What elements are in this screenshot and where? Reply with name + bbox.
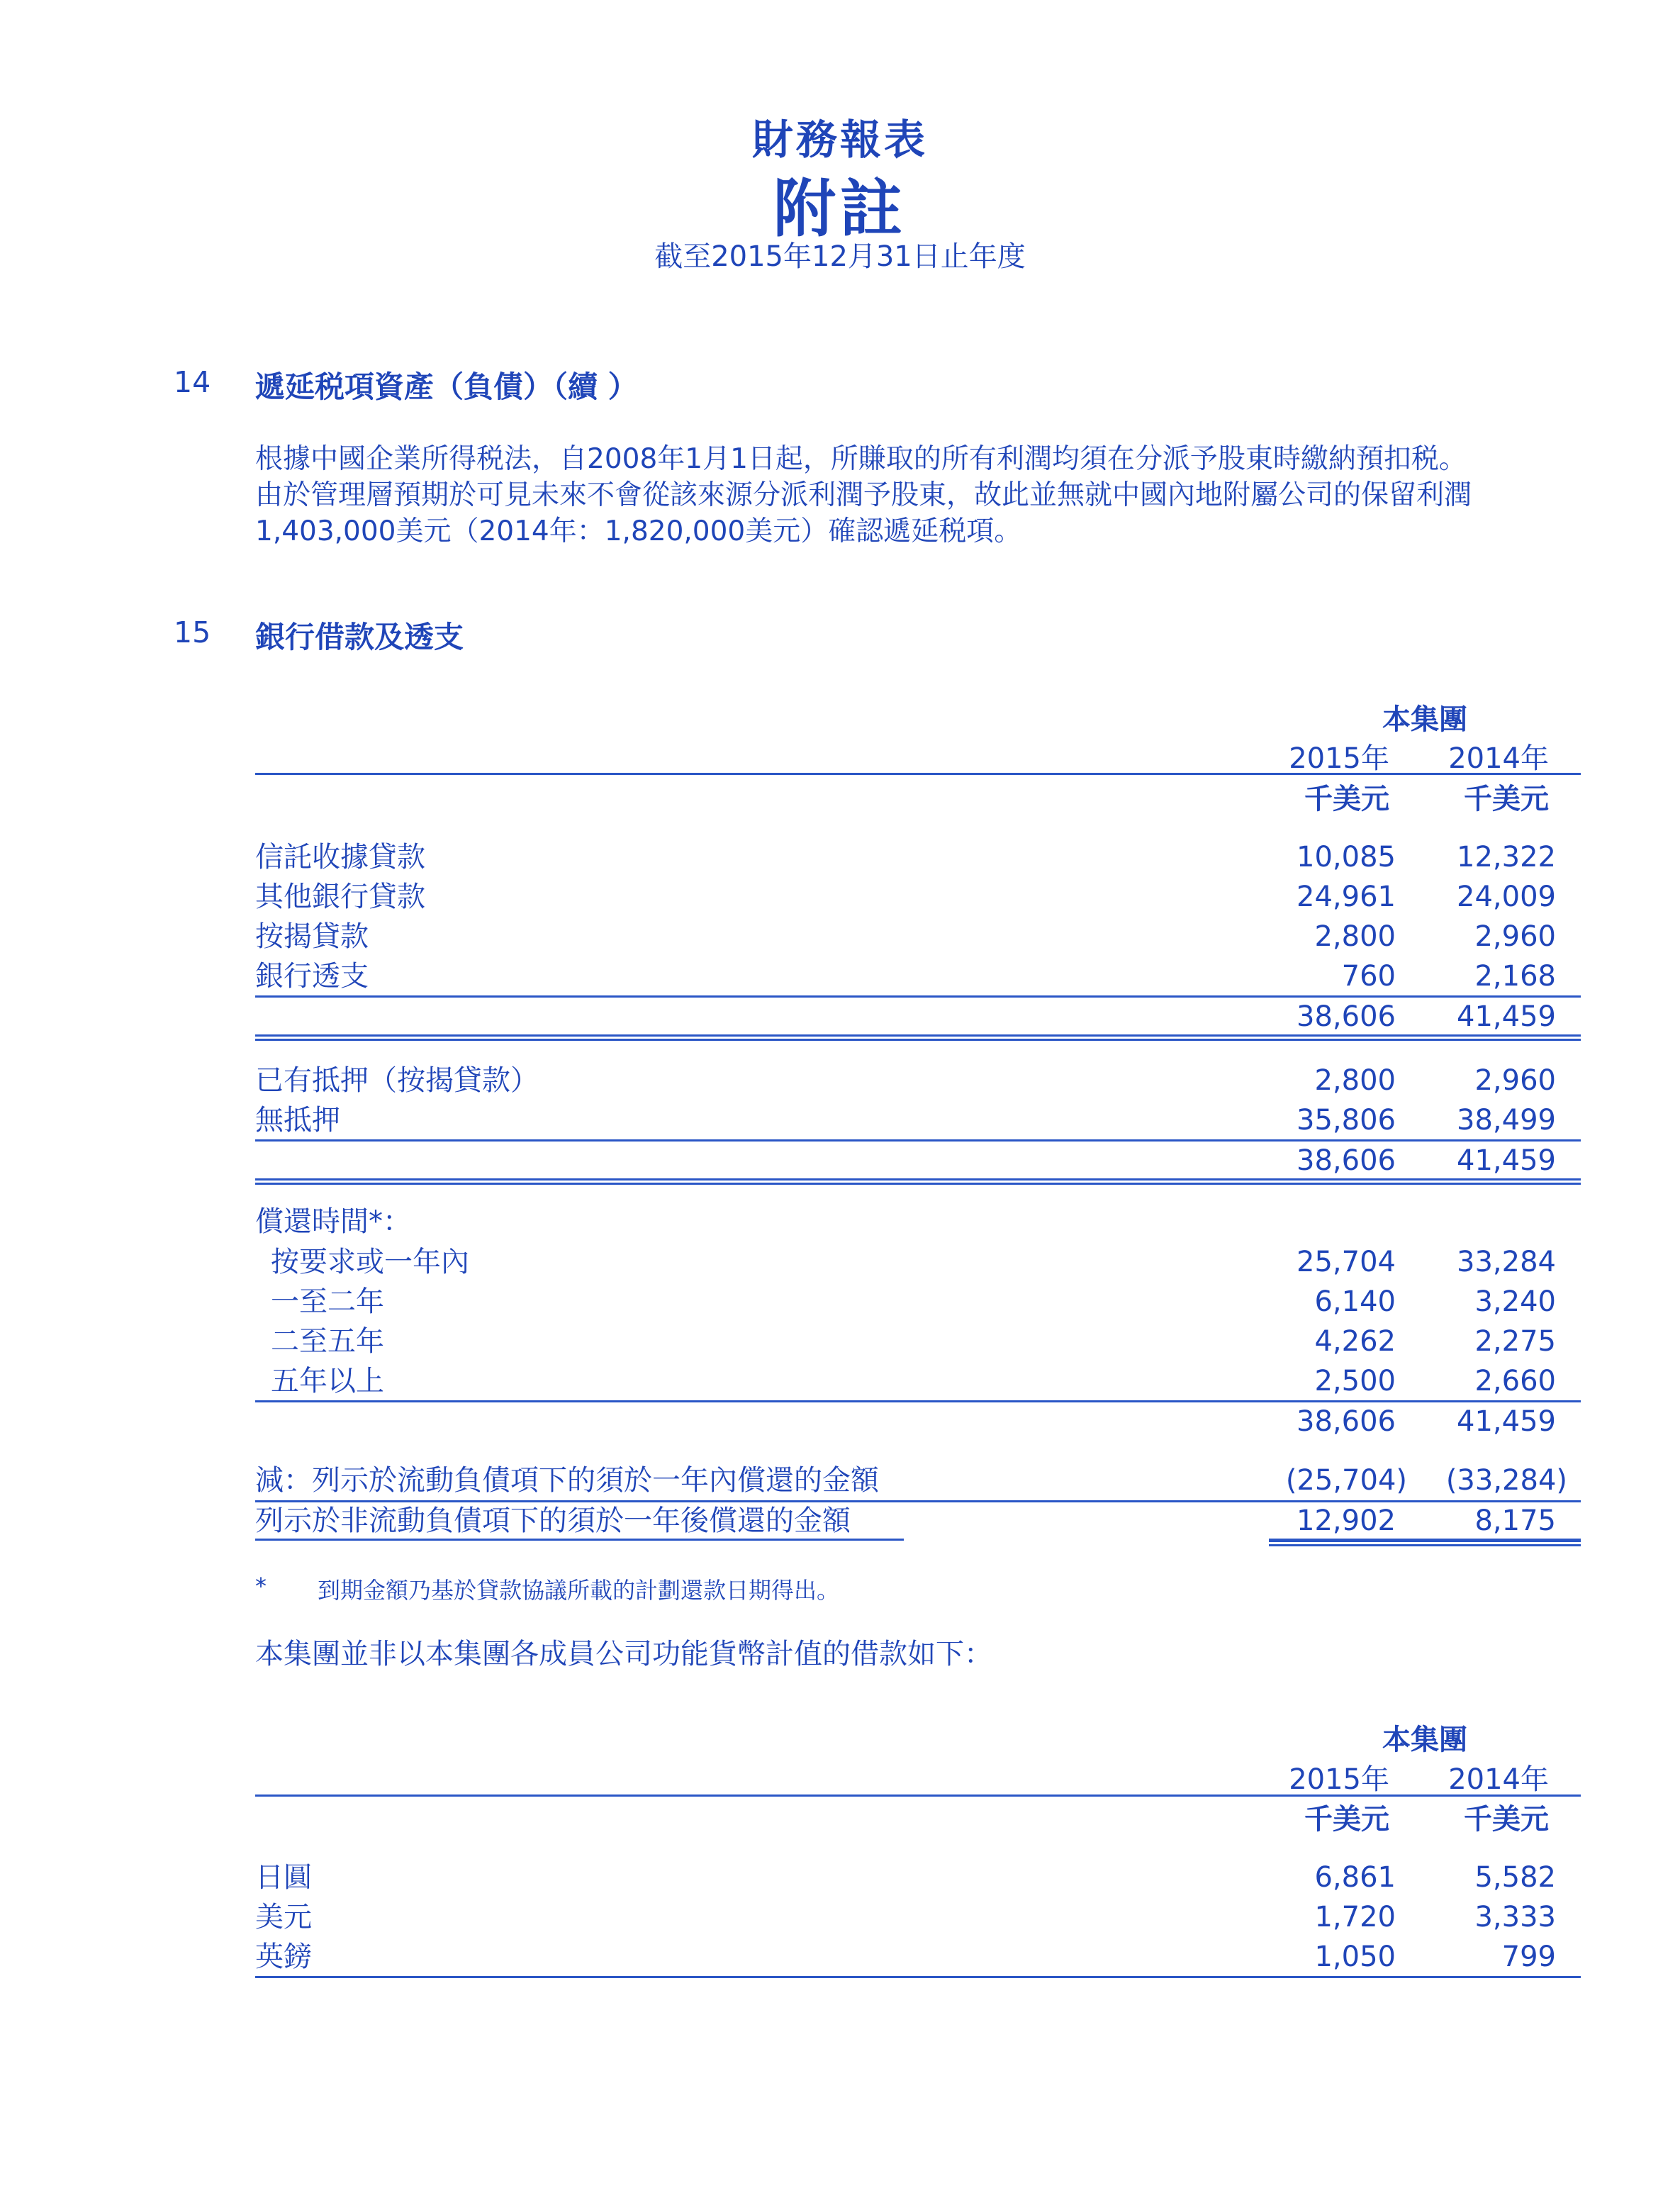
value-2014: 2,168 <box>1474 960 1556 993</box>
footnote-mark: * <box>255 1573 267 1600</box>
value-2014: 38,499 <box>1457 1104 1556 1137</box>
report-subtitle: 附註 <box>773 172 907 245</box>
table-row <box>255 1282 1588 1322</box>
value-2014: (33,284) <box>1445 1464 1567 1497</box>
value-2015: 760 <box>1341 960 1396 993</box>
table-row <box>255 837 1588 877</box>
table2-unit-2015: 千美元 <box>1304 1803 1389 1836</box>
value-2014: 2,960 <box>1474 1064 1556 1097</box>
value-2015: 2,800 <box>1314 920 1396 953</box>
row-label: 銀行透支 <box>255 960 369 993</box>
table-total-row <box>255 997 1588 1037</box>
footnote-text: 到期金額乃基於貸款協議所載的計劃還款日期得出。 <box>318 1577 840 1604</box>
row-label: 減：列示於流動負債項下的須於一年內償還的金額 <box>255 1464 879 1497</box>
total-2014: 41,459 <box>1457 1405 1556 1438</box>
value-2014: 12,322 <box>1457 841 1556 873</box>
row-label: 日圓 <box>255 1861 312 1894</box>
table1-header-rule <box>255 773 1581 775</box>
table-row <box>255 1100 1588 1140</box>
value-2014: 799 <box>1501 1941 1556 1973</box>
value-2015: 1,050 <box>1314 1941 1396 1973</box>
currency-intro: 本集團並非以本集團各成員公司功能貨幣計值的借款如下： <box>255 1638 992 1670</box>
total-2014: 41,459 <box>1457 1144 1556 1177</box>
table-row <box>255 956 1588 996</box>
value-2014: 24,009 <box>1457 881 1556 913</box>
value-2014: 3,333 <box>1474 1901 1556 1933</box>
value-2014: 3,240 <box>1474 1285 1556 1318</box>
value-2015: 2,800 <box>1314 1064 1396 1097</box>
table-total-row <box>255 1141 1588 1180</box>
value-2015: 6,861 <box>1314 1861 1396 1894</box>
total-2015: 38,606 <box>1297 1000 1396 1033</box>
row-label: 按揭貸款 <box>255 920 369 953</box>
row-label: 二至五年 <box>271 1325 384 1358</box>
row-label: 美元 <box>255 1901 312 1933</box>
value-2015: 2,500 <box>1314 1365 1396 1397</box>
table2-bottom-rule <box>255 1976 1581 1978</box>
table1-unit-2015: 千美元 <box>1304 783 1389 815</box>
repayment-heading: 償還時間*： <box>255 1205 411 1238</box>
value-2014: 33,284 <box>1457 1246 1556 1278</box>
table2-year-2014: 2014年 <box>1448 1763 1549 1796</box>
table1-unit-2014: 千美元 <box>1464 783 1549 815</box>
value-2015: 12,902 <box>1297 1505 1396 1537</box>
row-label: 其他銀行貸款 <box>255 881 425 913</box>
row-label: 五年以上 <box>271 1365 384 1397</box>
total-2015: 38,606 <box>1297 1144 1396 1177</box>
row-label: 列示於非流動負債項下的須於一年後償還的金額 <box>255 1505 851 1537</box>
value-2015: 6,140 <box>1314 1285 1396 1318</box>
table2-group-header: 本集團 <box>1382 1724 1467 1756</box>
row-label: 英鎊 <box>255 1941 312 1973</box>
table-row <box>255 1202 1588 1241</box>
note-14-paragraph <box>255 441 1581 549</box>
total-double-rule <box>255 1034 1581 1041</box>
row-label: 一至二年 <box>271 1285 384 1318</box>
note-14-line: 由於管理層預期於可見未來不會從該來源分派利潤予股東，故此並無就中國內地附屬公司的保留利潤 <box>255 479 1472 511</box>
value-2014: 5,582 <box>1474 1861 1556 1894</box>
table-row <box>255 1897 1588 1937</box>
table-total-row <box>255 1402 1588 1441</box>
note-14-line: 根據中國企業所得税法，自2008年1月1日起，所賺取的所有利潤均須在分派予股東時繳納預扣税。 <box>255 443 1467 475</box>
table1-group-header: 本集團 <box>1382 703 1467 736</box>
row-label: 無抵押 <box>255 1104 340 1137</box>
value-2014: 8,175 <box>1474 1505 1556 1537</box>
table-row <box>255 1461 1588 1500</box>
total-2014: 41,459 <box>1457 1000 1556 1033</box>
table1-year-2014: 2014年 <box>1448 742 1549 775</box>
table-row <box>255 1322 1588 1361</box>
row-label: 已有抵押（按揭貸款） <box>255 1064 539 1097</box>
note-15-title: 銀行借款及透支 <box>255 620 464 654</box>
report-period: 截至2015年12月31日止年度 <box>654 240 1026 273</box>
value-2015: 1,720 <box>1314 1901 1396 1933</box>
table-row <box>255 1937 1588 1977</box>
note-14-number: 14 <box>174 365 211 399</box>
value-2015: 4,262 <box>1314 1325 1396 1358</box>
report-title: 財務報表 <box>751 116 928 164</box>
table1-year-2015: 2015年 <box>1289 742 1389 775</box>
table2-year-2015: 2015年 <box>1289 1763 1389 1796</box>
total-2015: 38,606 <box>1297 1405 1396 1438</box>
table-row <box>255 1361 1588 1401</box>
total-double-rule <box>255 1178 1581 1185</box>
note-14-line: 1,403,000美元（2014年：1,820,000美元）確認遞延税項。 <box>255 515 1022 547</box>
value-2014: 2,275 <box>1474 1325 1556 1358</box>
value-2015: 10,085 <box>1297 841 1396 873</box>
total-double-rule <box>1269 1540 1581 1546</box>
table-row <box>255 1858 1588 1897</box>
value-2015: 35,806 <box>1297 1104 1396 1137</box>
table2-unit-2014: 千美元 <box>1464 1803 1549 1836</box>
table-row <box>255 917 1588 956</box>
value-2015: 24,961 <box>1297 881 1396 913</box>
value-2015: 25,704 <box>1297 1246 1396 1278</box>
row-label: 信託收據貸款 <box>255 841 425 873</box>
note-15-number: 15 <box>174 615 211 649</box>
note-14-title: 遞延税項資產（負債）（續 ） <box>255 369 638 404</box>
value-2014: 2,660 <box>1474 1365 1556 1397</box>
label-underline <box>255 1539 904 1541</box>
table-total-row <box>255 1501 1588 1541</box>
row-label: 按要求或一年內 <box>271 1246 469 1278</box>
value-2014: 2,960 <box>1474 920 1556 953</box>
table-row <box>255 877 1588 917</box>
table-row <box>255 1242 1588 1282</box>
table-row <box>255 1061 1588 1100</box>
value-2015: (25,704) <box>1285 1464 1407 1497</box>
